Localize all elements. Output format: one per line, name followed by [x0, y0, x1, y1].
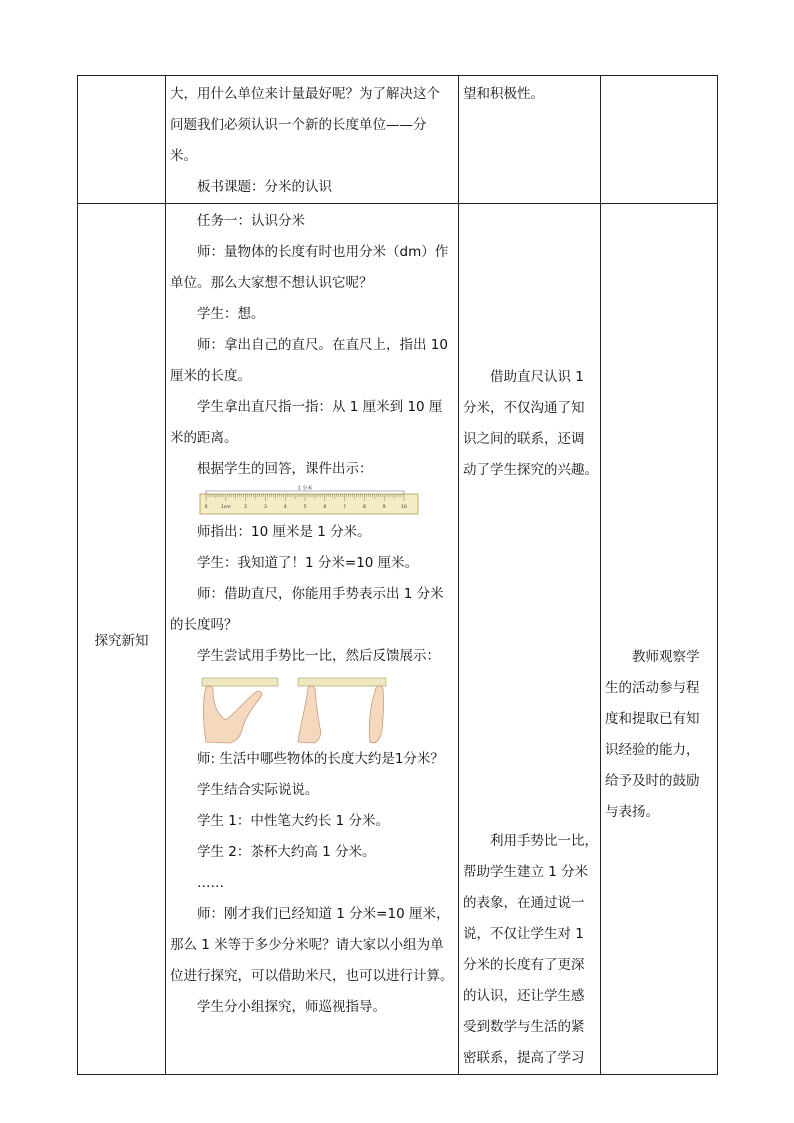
- hand-gesture-image: [170, 672, 455, 744]
- text-line: 学生：想。: [197, 306, 265, 322]
- lesson-plan-table: [77, 75, 718, 1075]
- ruler-tick-label: 1cm: [220, 505, 231, 510]
- text-line: 动了学生探究的兴趣。: [463, 462, 598, 478]
- text-line: 学生 1：中性笔大约长 1 分米。: [197, 813, 390, 829]
- ruler-top-label: 1 分米: [297, 485, 313, 492]
- hand-gesture-left: [202, 678, 278, 743]
- text-line: 位进行探究，可以借助米尺，也可以进行计算。: [170, 968, 454, 984]
- evaluation-cell: [601, 204, 718, 1075]
- text-line: 借助直尺认识 1: [490, 369, 584, 385]
- hand-gesture-right: [298, 678, 386, 743]
- process-cell: [166, 204, 459, 1075]
- evaluation-cell: [601, 76, 718, 204]
- text-line: 利用手势比一比，: [490, 833, 598, 849]
- intent-cell: [459, 76, 601, 204]
- ruler-tick-label: 2: [244, 505, 248, 510]
- text-line: 分米的长度有了更深: [463, 957, 585, 973]
- text-line: 学生：我知道了！1 分米=10 厘米。: [197, 555, 419, 571]
- text-line: 识经验的能力，: [605, 742, 700, 758]
- text-line: ……: [197, 875, 224, 891]
- text-line: 师：量物体的长度有时也用分米（dm）作: [197, 244, 449, 260]
- intent-cell: [459, 204, 601, 1075]
- stage-cell: [78, 204, 166, 1075]
- process-cell: [166, 76, 459, 204]
- text-line: 板书课题：分米的认识: [197, 179, 332, 195]
- ruler-tick-label: 6: [323, 505, 327, 510]
- table-row: [78, 76, 718, 204]
- ruler-figure: [170, 485, 454, 517]
- text-line: 厘米的长度。: [170, 368, 251, 384]
- text-line: 单位。那么大家想不想认识它呢？: [170, 275, 373, 291]
- text-line: 师: 生活中哪些物体的长度大约是1分米？: [197, 751, 444, 767]
- text-line: 学生分小组探究，师巡视指导。: [197, 999, 386, 1015]
- text-line: 的表象，在通过说一: [463, 895, 585, 911]
- text-line: 师：刚才我们已经知道 1 分米=10 厘米，: [197, 906, 450, 922]
- ruler-tick-label: 7: [343, 505, 347, 510]
- text-line: 那么 1 米等于多少分米呢？请大家以小组为单: [170, 937, 444, 953]
- table-row: [78, 204, 718, 1075]
- stage-label: 探究新知: [94, 633, 149, 649]
- text-line: 说，不仅让学生对 1: [463, 926, 584, 942]
- text-line: 学生尝试用手势比一比，然后反馈展示：: [197, 648, 440, 664]
- text-line: 米。: [170, 148, 197, 164]
- stage-cell: [78, 76, 166, 204]
- text-line: 与表扬。: [605, 804, 659, 820]
- ruler-tick-label: 0: [204, 505, 208, 510]
- ruler-image: [170, 485, 455, 517]
- text-line: 给予及时的鼓励: [605, 773, 700, 789]
- text-line: 教师观察学: [632, 649, 700, 665]
- text-line: 问题我们必须认识一个新的长度单位——分: [170, 117, 427, 133]
- text-line: 望和积极性。: [463, 86, 544, 102]
- text-line: 学生拿出直尺指一指：从 1 厘米到 10 厘: [197, 399, 443, 415]
- hand-gesture-figure: [170, 672, 454, 744]
- text-line: 师：借助直尺，你能用手势表示出 1 分米: [197, 586, 444, 602]
- text-line: 师指出：10 厘米是 1 分米。: [197, 524, 371, 540]
- text-line: 学生结合实际说说。: [197, 782, 319, 798]
- text-line: 米的距离。: [170, 430, 238, 446]
- text-line: 分米，不仅沟通了知: [463, 400, 585, 416]
- text-line: 根据学生的回答，课件出示：: [197, 461, 373, 477]
- text-line: 的长度吗？: [170, 617, 238, 633]
- text-line: 受到数学与生活的紧: [463, 1019, 585, 1035]
- text-line: 的认识，还让学生感: [463, 988, 585, 1004]
- text-line: 密联系，提高了学习: [463, 1050, 585, 1066]
- text-line: 生的活动参与程: [605, 680, 700, 696]
- ruler-tick-label: 5: [303, 505, 307, 510]
- text-line: 大，用什么单位来计量最好呢？为了解决这个: [170, 86, 440, 102]
- text-line: 学生 2：茶杯大约高 1 分米。: [197, 844, 376, 860]
- text-line: 识之间的联系，还调: [463, 431, 585, 447]
- ruler-tick-label: 3: [263, 505, 267, 510]
- text-line: 师：拿出自己的直尺。在直尺上，指出 10: [197, 337, 448, 353]
- ruler-tick-label: 8: [362, 505, 366, 510]
- ruler-tick-label: 4: [283, 505, 287, 510]
- text-line: 帮助学生建立 1 分米: [463, 864, 589, 880]
- text-line: 度和提取已有知: [605, 711, 700, 727]
- ruler-tick-label: 9: [382, 505, 386, 510]
- ruler-tick-label: 10: [401, 505, 407, 510]
- text-line: 任务一：认识分米: [197, 213, 305, 229]
